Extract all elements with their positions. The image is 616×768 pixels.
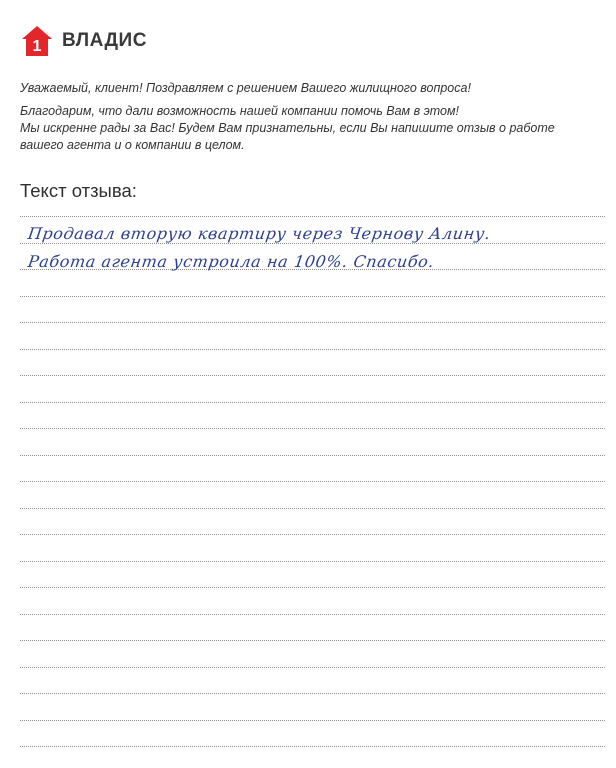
ruled-line: [20, 375, 605, 376]
ruled-line: [20, 322, 605, 323]
vladis-logo: [20, 24, 147, 58]
ruled-line: [20, 349, 605, 350]
ruled-line: [20, 693, 605, 694]
ruled-line: [20, 667, 605, 668]
ruled-line: [20, 640, 605, 641]
ruled-line: [20, 746, 605, 747]
ruled-line: [20, 561, 605, 562]
review-heading: Текст отзыва:: [20, 180, 137, 201]
handwritten-review-line-1: Продавал вторую квартиру через Чернову Алину.: [26, 224, 492, 243]
ruled-line: [20, 455, 605, 456]
ruled-line: [20, 428, 605, 429]
house-logo-icon: [20, 24, 54, 58]
intro-text: [20, 80, 580, 154]
ruled-line: [20, 481, 605, 482]
ruled-line: [20, 216, 605, 217]
handwritten-review-line-2: Работа агента устроила на 100%. Спасибо.: [26, 252, 436, 271]
svg-text:1: 1: [32, 38, 42, 55]
ruled-line: [20, 296, 605, 297]
ruled-line: [20, 720, 605, 721]
ruled-line: [20, 534, 605, 535]
ruled-line: [20, 614, 605, 615]
ruled-line: [20, 587, 605, 588]
ruled-line: [20, 508, 605, 509]
intro-line-1: Благодарим, что дали возможность нашей компании помочь Вам в этом!: [20, 104, 460, 118]
greeting-text: Уважаемый, клиент! Поздравляем с решением Вашего жилищного вопроса!: [20, 81, 471, 95]
intro-line-3: вашего агента и о компании в целом.: [20, 138, 245, 152]
intro-line-2: Мы искренне рады за Вас! Будем Вам признательны, если Вы напишите отзыв о работе: [20, 121, 555, 135]
ruled-writing-area: [20, 216, 605, 756]
brand-name: ВЛАДИС: [62, 30, 147, 51]
ruled-line: [20, 402, 605, 403]
